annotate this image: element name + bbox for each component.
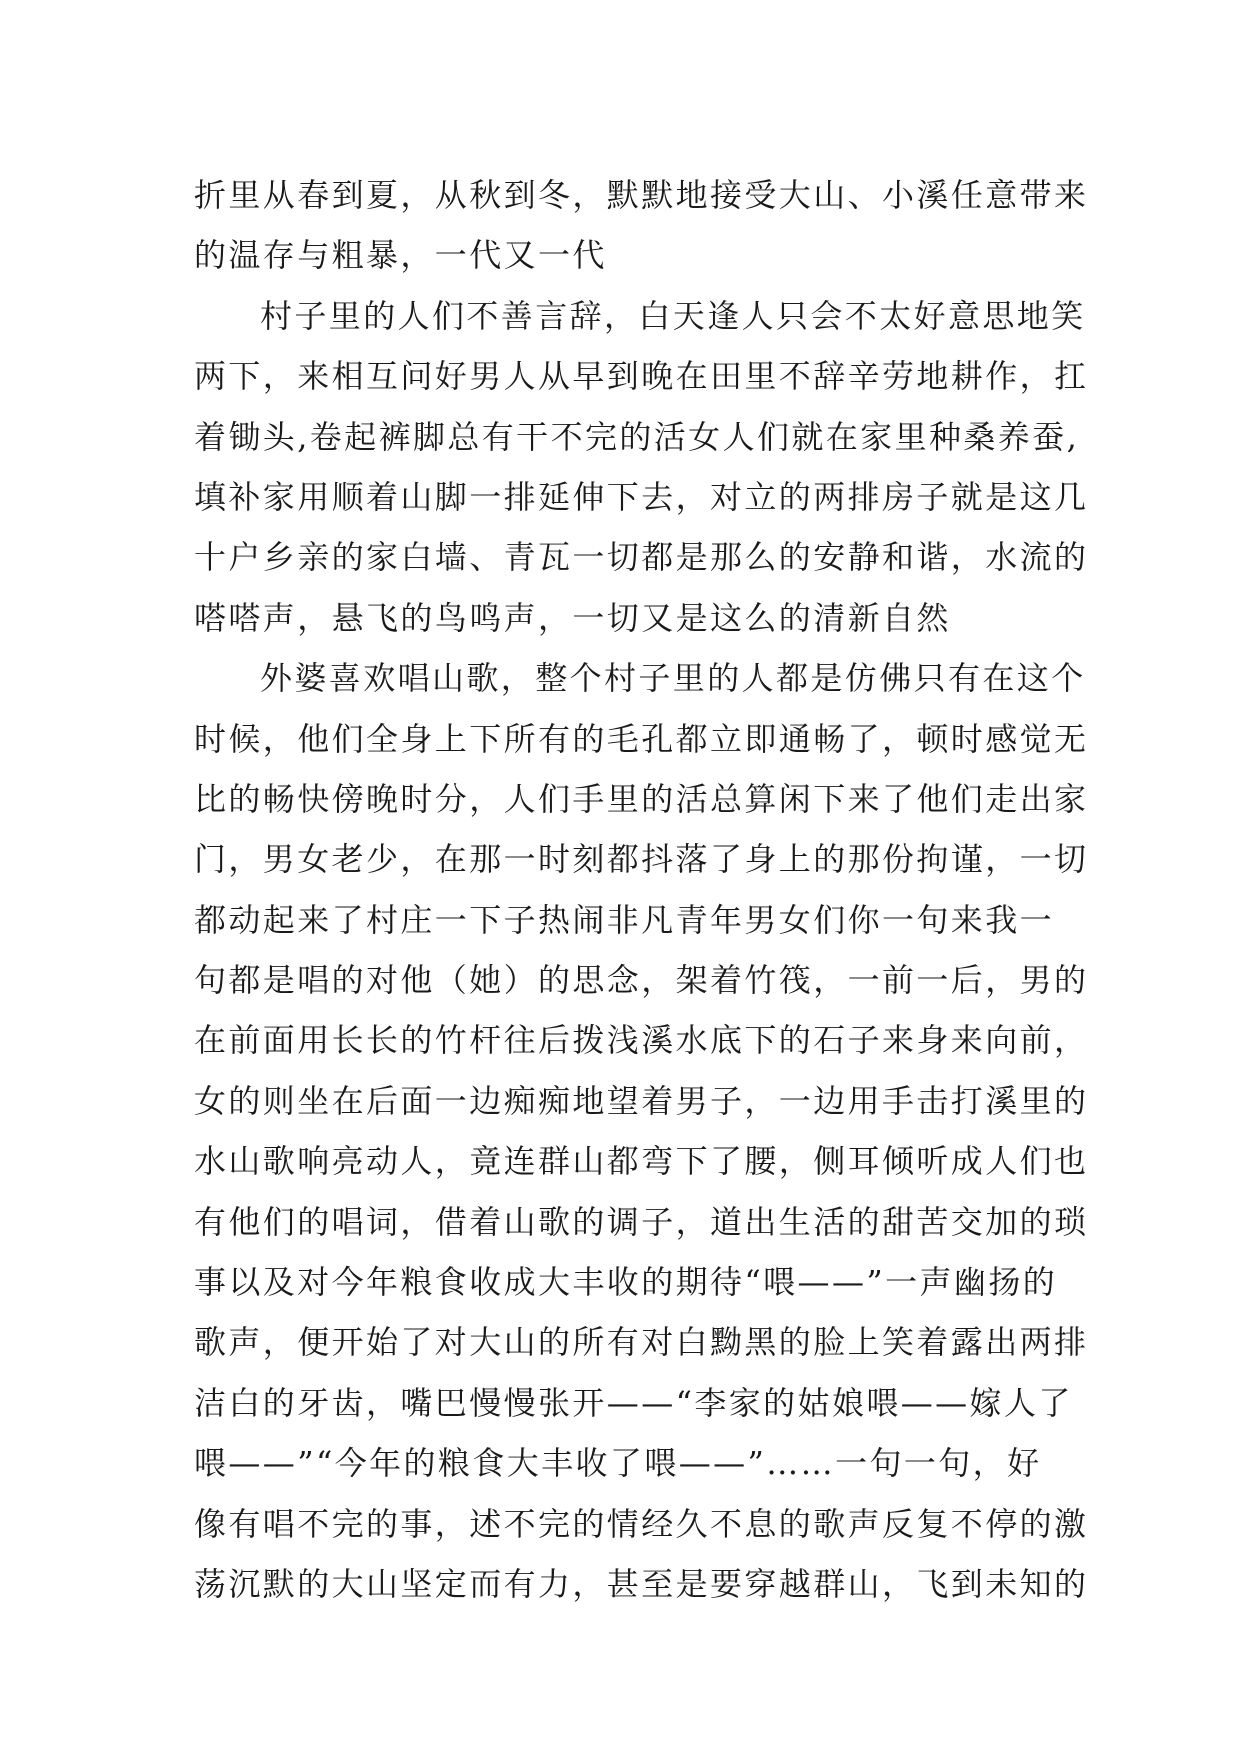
- paragraph-first-line: 村子里的人们不善言辞，白天逢人只会不太好意思地笑: [260, 296, 1086, 335]
- text-line: 像有唱不完的事，述不完的情经久不息的歌声反复不停的激: [194, 1504, 1089, 1543]
- text-line: 荡沉默的大山坚定而有力，甚至是要穿越群山，飞到未知的: [194, 1564, 1089, 1603]
- text-line: 事以及对今年粮食收成大丰收的期待“喂——”一声幽扬的: [194, 1263, 1058, 1302]
- text-line: 句都是唱的对他（她）的思念，架着竹筏，一前一后，男的: [194, 961, 1089, 1000]
- text-line: 洁白的牙齿，嘴巴慢慢张开——“李家的姑娘喂——嫁人了: [194, 1383, 1073, 1422]
- text-line: 时候，他们全身上下所有的毛孔都立即通畅了，顿时感觉无: [194, 719, 1089, 758]
- body-text: [194, 165, 1089, 1614]
- text-line: 十户乡亲的家白墙、青瓦一切都是那么的安静和谐，水流的: [194, 538, 1089, 577]
- text-line: 着锄头,卷起裤脚总有干不完的活女人们就在家里种桑养蚕,: [194, 417, 1080, 456]
- paragraph-first-line: 外婆喜欢唱山歌，整个村子里的人都是仿佛只有在这个: [260, 659, 1086, 698]
- text-line: 女的则坐在后面一边痴痴地望着男子，一边用手击打溪里的: [194, 1081, 1089, 1120]
- text-line: 歌声，便开始了对大山的所有对白黝黑的脸上笑着露出两排: [194, 1323, 1089, 1362]
- text-line: 填补家用顺着山脚一排延伸下去，对立的两排房子就是这几: [194, 477, 1089, 516]
- text-line: 喂——”“今年的粮食大丰收了喂——”……一句一句，好: [194, 1444, 1042, 1483]
- text-line: 比的畅快傍晚时分，人们手里的活总算闲下来了他们走出家: [194, 779, 1089, 818]
- text-line: 水山歌响亮动人，竟连群山都弯下了腰，侧耳倾听成人们也: [194, 1142, 1089, 1181]
- text-line: 的温存与粗暴，一代又一代: [194, 236, 607, 275]
- text-line: 门，男女老少，在那一时刻都抖落了身上的那份拘谨，一切: [194, 840, 1089, 879]
- text-line: 两下，来相互问好男人从早到晚在田里不辞辛劳地耕作，扛: [194, 357, 1089, 396]
- text-line: 都动起来了村庄一下子热闹非凡青年男女们你一句来我一: [194, 900, 1055, 939]
- text-line: 折里从春到夏，从秋到冬，默默地接受大山、小溪任意带来: [194, 176, 1089, 214]
- text-line: 嗒嗒声，悬飞的鸟鸣声，一切又是这么的清新自然: [194, 598, 951, 637]
- text-line: 有他们的唱词，借着山歌的调子，道出生活的甜苦交加的琐: [194, 1202, 1089, 1241]
- text-line: 在前面用长长的竹杆往后拨浅溪水底下的石子来身来向前，: [194, 1021, 1089, 1060]
